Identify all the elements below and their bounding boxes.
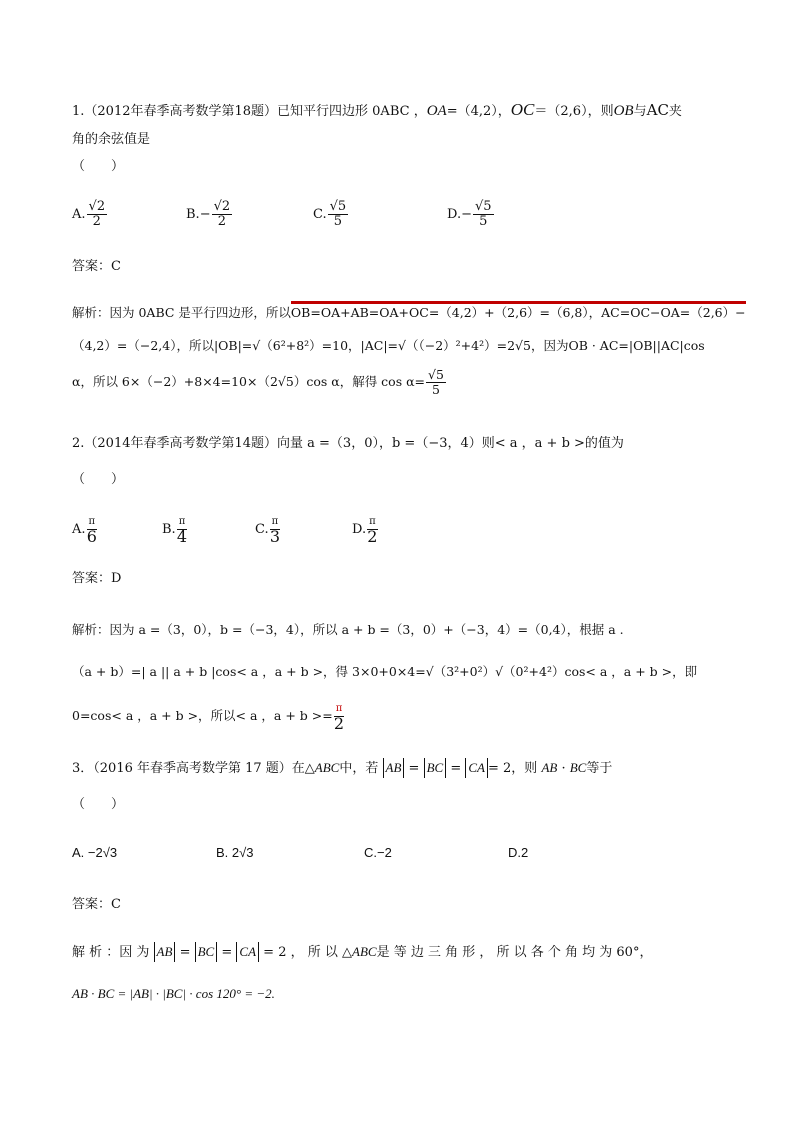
q3-abs-ca: CA <box>465 758 488 778</box>
q2-blank: （ ） <box>72 472 125 487</box>
q3-triangle-name: ABC <box>314 760 340 775</box>
option-label: C. <box>313 207 327 222</box>
q3-vector-bc: BC <box>569 760 587 775</box>
fraction-num: √5 <box>428 367 444 382</box>
q2-solution-line1: 解析：因为 a =（3，0），b =（−3，4），所以 a + b =（3，0）+（−3，4）=（0,4），根据 a . <box>72 622 624 637</box>
fraction-den: 2 <box>217 214 227 229</box>
q2-option-c <box>255 515 281 544</box>
option-fraction <box>367 515 378 544</box>
fraction-num: √2 <box>213 199 231 214</box>
q3-stem: 3．（2016 年春季高考数学第 17 题）在△ABC中，若 AB = BC = CA = 2，则 AB · BC等于 <box>72 760 613 776</box>
q3-solution-line1: 解 析 ：因 为 AB = BC = CA = 2 ， 所 以 △ABC是 等 边 三 角 形 ， 所 以 各 个 角 均 为 60°， <box>72 944 653 960</box>
option-fraction <box>212 200 233 229</box>
option-fraction <box>87 200 108 229</box>
q1-sol-vectors-1: OB=OA+AB=OA+OC=（4,2）+（2,6）=（6,8）， <box>291 301 601 320</box>
q1-vector-ac: AC <box>646 101 669 119</box>
q1-stem-line2: 角的余弦值是 <box>72 132 151 147</box>
q1-solution-line3 <box>72 368 447 397</box>
q3-sol-abs-bc: BC <box>195 942 218 962</box>
q1-vector-ob: OB <box>613 103 634 119</box>
option-label: B. <box>216 845 229 860</box>
fraction-den: 2 <box>367 527 378 546</box>
q3-abs-bc: BC <box>424 758 447 778</box>
fraction-den: 2 <box>92 214 101 229</box>
q3-blank: （ ） <box>72 797 125 812</box>
q1-solution-line2: （4,2）=（−2,4），所以|OB|=√（6²+8²）=10，|AC|=√（（−2）²+4²）=2√5，因为OB · AC=|OB||AC|cos <box>72 338 705 353</box>
q3-sol-text: = 2 ， 所 以 △ <box>263 945 352 960</box>
q3-stem-text: 等于 <box>586 761 613 776</box>
option-label: D. <box>447 207 462 222</box>
q3-vector-ab: AB <box>541 760 558 775</box>
q2-stem: 2.（2014年春季高考数学第14题）向量 a =（3，0），b =（−3，4）则< a ，a + b >的值为 <box>72 436 624 451</box>
q3-sol-abs-ca: CA <box>236 942 259 962</box>
option-fraction <box>270 515 281 544</box>
option-sign: − <box>461 207 472 222</box>
q1-sol-fraction <box>426 368 446 397</box>
q2-solution-line3 <box>72 702 345 731</box>
q3-stem-text: 3．（2016 年春季高考数学第 17 题）在△ <box>72 761 315 776</box>
fraction-num: π <box>177 515 188 530</box>
q1-answer: 答案：C <box>72 259 121 274</box>
q1-sol-text: α，所以 6×（−2）+8×4=10×（2√5）cos α，解得 cos α= <box>72 374 426 389</box>
q2-option-a <box>72 515 98 544</box>
q1-solution-line1 <box>72 303 746 323</box>
q2-sol-fraction <box>334 702 345 731</box>
q3-sol-abs-ab: AB <box>154 942 176 962</box>
option-label: A. <box>72 845 85 860</box>
q3-stem-text: = 2，则 <box>488 761 538 776</box>
q3-sol-text: 解 析 ：因 为 <box>72 945 150 960</box>
option-label: C. <box>255 522 269 537</box>
option-text: D.2 <box>508 845 529 860</box>
q1-blank: （ ） <box>72 159 125 174</box>
option-fraction <box>473 200 494 229</box>
q1-sol-text: 解析：因为 0ABC 是平行四边形，所以 <box>72 305 291 320</box>
q1-sol-vectors-2: AC=OC−OA=（2,6）− <box>601 301 745 320</box>
option-text: C.−2 <box>364 845 392 860</box>
q3-option-c <box>364 845 392 860</box>
option-label: B. <box>186 207 200 222</box>
q1-option-a <box>72 200 108 229</box>
option-text: −2√3 <box>87 845 118 860</box>
q3-option-b <box>216 845 254 860</box>
q3-option-a <box>72 845 117 860</box>
fraction-num: π <box>334 702 345 717</box>
option-label: A. <box>72 522 86 537</box>
fraction-num: π <box>270 515 281 530</box>
q1-option-d <box>447 200 495 229</box>
option-label: D. <box>352 522 367 537</box>
option-text: 2√3 <box>231 845 254 860</box>
q1-stem-line1 <box>72 100 682 122</box>
q1-option-c <box>313 200 349 229</box>
option-fraction <box>87 515 98 544</box>
q3-sol-text: 是 等 边 三 角 形 ， 所 以 各 个 角 均 为 60°， <box>376 945 653 960</box>
fraction-den: 4 <box>176 527 188 546</box>
q2-solution-line2: （a + b）=| a || a + b |cos< a ，a + b >，得 3×0+0×4=√（3²+0²）√（0²+4²）cos< a ，a + b >，即 <box>72 664 698 679</box>
fraction-num: √5 <box>475 199 492 214</box>
q1-conj: 与 <box>633 104 647 119</box>
fraction-den: 5 <box>479 214 488 229</box>
q1-vector-oc: OC <box>510 100 535 119</box>
fraction-den: 2 <box>333 714 345 733</box>
option-label: B. <box>162 522 176 537</box>
q3-stem-text: 中，若 <box>339 761 379 776</box>
fraction-num: √2 <box>88 199 106 214</box>
q3-option-d <box>508 845 528 860</box>
fraction-num: π <box>367 515 378 530</box>
fraction-den: 5 <box>432 382 440 397</box>
fraction-num: √5 <box>329 199 347 214</box>
fraction-num: π <box>87 515 98 530</box>
q1-oc-value: ＝（2,6），则 <box>534 104 614 119</box>
q3-sol-triangle: ABC <box>352 944 377 959</box>
q1-tail: 夹 <box>668 104 682 119</box>
q3-solution-line2: AB · BC = |AB| · |BC| · cos 120° = −2. <box>72 986 275 1001</box>
option-sign: − <box>199 207 211 222</box>
fraction-den: 5 <box>333 214 343 229</box>
q1-vector-oa: OA <box>426 103 447 119</box>
q3-abs-ab: AB <box>383 758 405 778</box>
fraction-den: 3 <box>269 527 280 546</box>
q2-option-b <box>162 515 188 544</box>
option-fraction <box>177 515 188 544</box>
q2-sol-text: 0=cos< a ，a + b >，所以< a ，a + b >= <box>72 708 333 723</box>
q1-oa-value: =（4,2）， <box>446 104 511 119</box>
q2-option-d <box>352 515 379 544</box>
option-fraction <box>328 200 349 229</box>
q1-option-b <box>186 200 233 229</box>
q2-answer: 答案：D <box>72 571 122 586</box>
fraction-den: 6 <box>86 527 97 546</box>
q3-answer: 答案：C <box>72 897 121 912</box>
option-label: A. <box>72 207 86 222</box>
q1-stem-text: 1.（2012年春季高考数学第18题）已知平行四边形 0ABC ， <box>72 104 427 119</box>
